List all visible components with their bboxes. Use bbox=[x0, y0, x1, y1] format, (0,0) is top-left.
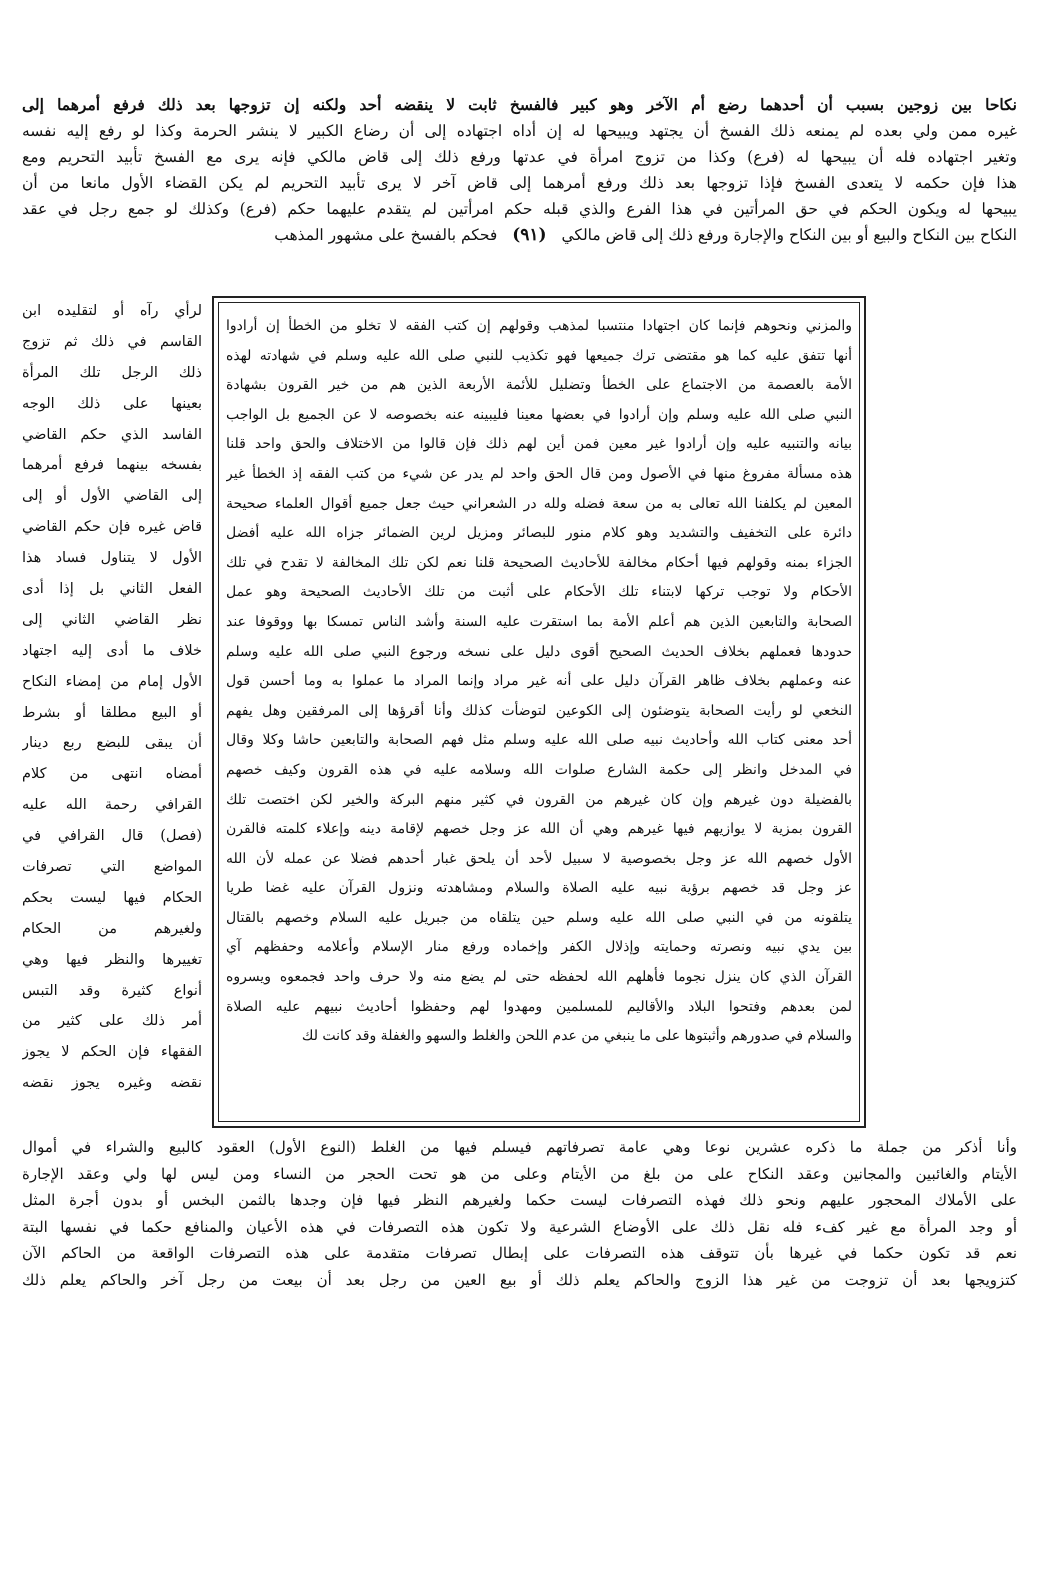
side-line: (فصل) قال القرافي في bbox=[22, 828, 202, 845]
side-line: لرأي رآه أو لتقليده ابن bbox=[22, 303, 202, 319]
top-line: وتغير اجتهاده فله أن يبيحها له (فرع) وكذا من تزوج امرأة في عدتها ورفع ذلك إلى قاض مالكي فإنه يرى مع الفسخ تأبيد التحريم ومع bbox=[22, 148, 1017, 166]
side-line: أو البيع مطلقا أو بشرط bbox=[22, 704, 202, 721]
main-line: الجزاء بمنه وقولهم فيها أحكام مخالفة للأحاديث الصحيحة قلنا نعم لكن تلك المخالفة لا تقدح في تلك bbox=[226, 554, 852, 571]
bottom-line: نعم قد تكون حكما في غيرها بأن تتوقف هذه التصرفات على إبطال تصرفات متقدمة على هذه التصرفات الواقعة من الحاكم الآن bbox=[22, 1244, 1017, 1262]
bottom-line: كتزويجها بعد أن تزوجت من غير هذا الزوج والحاكم يعلم ذلك أو بيع العين من رجل بعد أن بيعت من رجل آخر والحاكم يعلم ذلك bbox=[22, 1270, 1017, 1289]
side-line: نظر القاضي الثاني إلى bbox=[22, 611, 202, 628]
side-line: القاسم في ذلك ثم تزوج bbox=[22, 333, 202, 350]
main-line: لمن بعدهم وفتحوا البلاد والأقاليم للمسلمين ومهدوا لهم وحفظوا أحاديث نبيهم عليه الصلاة bbox=[226, 998, 852, 1015]
main-line: القرآن الذي كان ينزل نجوما فأهلهم الله لحفظه حتى لم يضع منه ولا حرف واحد فجمعوه ويسروه bbox=[226, 969, 852, 986]
main-line: دائرة على التخفيف والتشديد وهو كلام منور للبصائر ومزيل لرين الضمائر جزاه الله عليه أفضل bbox=[226, 525, 852, 542]
bottom-line: أو وجد المرأة مع غير كفء فله نقل ذلك على الأوضاع الشرعية ولا تكون هذه التصرفات في هذه الأعيان والمنافع حكما في نفسها البتة bbox=[22, 1217, 1017, 1236]
top-line: يبيحها له ويكون الحكم في حق المرأتين في هذا الفرع والذي قبله حكم امرأتين لم يتقدم عليهما حكم (فرع) وكذلك لو جمع رجل في عقد bbox=[22, 200, 1017, 218]
main-line: أحد معنى كتاب الله وأحاديث نبيه صلى الله عليه وسلم مثل فهم الصحابة والتابعين حاشا وكلا وقال bbox=[226, 732, 852, 749]
side-line: القرافي رحمة الله عليه bbox=[22, 797, 202, 814]
side-line: الأول إمام من إمضاء النكاح bbox=[22, 673, 202, 690]
top-line: نكاحا بين زوجين بسبب أن أحدهما رضع أم الآخر وهو كبير فالفسخ ثابت لا ينقضه أحد ولكنه إن تزوجها بعد ذلك فرفع أمرهما إلى bbox=[22, 95, 1017, 114]
side-line: أنواع كثيرة وقد التبس bbox=[22, 982, 202, 999]
main-line: الأول خصهم الله عز وجل بخصوصية لا سبيل لأحد أن يلحق غبار أحدهم فضلا عن عمله لأن الله bbox=[226, 850, 852, 867]
bottom-line: الأيتام والغائبين والمجانين وعقد النكاح على من بلغ من الأيتام وعلى من هو تحت الحجر من النساء ومن ليس لها ولي وعقد الإجارة bbox=[22, 1164, 1017, 1183]
side-line: الفاسد الذي حكم القاضي bbox=[22, 426, 202, 443]
main-line: المعين لم يكلفنا الله تعالى به من سعة فضله ولله در الشعراني حيث جعل جميع أقوال العلماء صحيحة bbox=[226, 495, 852, 512]
main-line: في المدخل وانظر إلى حكمة الشارع صلوات الله وسلامه عليه في هذه القرون وكيف خصهم bbox=[226, 761, 852, 778]
main-line: عنه وعملهم بخلاف ظاهر القرآن دليل على أنه غير مراد وإنما المراد ما عملوا به وما أحسن قول bbox=[226, 673, 852, 690]
main-line: يتلقونه من في النبي صلى الله عليه وسلم حين يتلقاه من جبريل عليه السلام وخصهم بالقتال bbox=[226, 909, 852, 926]
side-line: أن يبقى للبضع ربع دينار bbox=[22, 735, 202, 752]
bottom-line: على الأملاك المحجور عليهم ونحو ذلك فهذه التصرفات ليست حكما ولغيرهم النظر فيها فإن وجدها بالثمن البخس أو بدون أجرة المثل bbox=[22, 1191, 1017, 1209]
page-number: (٩١) bbox=[512, 225, 547, 245]
side-line: الأول لا يتناول فساد هذا bbox=[22, 550, 202, 567]
top-line-segment: النكاح بين النكاح والبيع أو بين النكاح والإجارة ورفع ذلك إلى قاض مالكي bbox=[561, 226, 1017, 244]
main-line: حدودها فعملهم بخلاف الحديث الصحيح أقوى دليل على نسخه ورجوع النبي صلى الله عليه وسلم bbox=[226, 643, 852, 660]
side-line: ولغيرهم من الحكام bbox=[22, 920, 202, 937]
side-line: الفقهاء فإن الحكم لا يجوز bbox=[22, 1044, 202, 1061]
side-line: قاض غيره فإن حكم القاضي bbox=[22, 519, 202, 536]
top-text-block bbox=[22, 92, 1017, 248]
main-line: الأمة بالعصمة من الاجتماع على الخطأ وتضليل للأئمة الأربعة الذين هم من خير القرون بشهادة bbox=[226, 377, 852, 394]
main-line: أنها تتفق عليه كما هو مقتضى ترك جميعها فهو تكذيب للنبي صلى الله عليه وسلم في شهادته لهذه bbox=[226, 347, 852, 364]
side-column bbox=[22, 296, 202, 1099]
main-text-block bbox=[226, 312, 852, 1052]
main-line: النخعي لو رأيت الصحابة يتوضئون إلى الكوعين لتوضأت كذلك وأنا أقرؤها إلى المرفقين وهل يفهم bbox=[226, 702, 852, 719]
top-line-segment: فحكم بالفسخ على مشهور المذهب bbox=[274, 226, 498, 244]
side-line: إلى القاضي الأول أو إلى bbox=[22, 488, 202, 505]
bottom-line: وأنا أذكر من جملة ما ذكره عشرين نوعا وهي عامة تصرفاتهم فيسلم فيها من الغلط (النوع الأول) العقود كالبيع والشراء في أموال bbox=[22, 1138, 1017, 1156]
side-line: تغييرها والنظر فيها وهي bbox=[22, 951, 202, 968]
bottom-text-block bbox=[22, 1134, 1017, 1293]
side-line: الفعل الثاني بل إذا أدى bbox=[22, 581, 202, 598]
main-line: الأحكام ولا توجب تركها لابتناء تلك الأحكام على أثبت من تلك الأحاديث الصحيحة وهو عمل bbox=[226, 584, 852, 601]
top-line-with-page-number bbox=[22, 222, 1017, 248]
main-line: النبي صلى الله عليه وسلم وإن أرادوا في بعضها معينا فليبينه عنه بخصوصه لا عن الجميع بل الواجب bbox=[226, 406, 852, 423]
main-line: عز وجل قد خصهم برؤية نبيه عليه الصلاة والسلام ومشاهدته ونزول القرآن عليه غضا طريا bbox=[226, 880, 852, 897]
main-line: الصحابة والتابعين الذين هم أعلم الأمة بما استقرت عليه السنة وأشد الناس تمسكا بها ووقوفا عند bbox=[226, 613, 852, 630]
main-line: والمزني ونحوهم فإنما كان اجتهادا منتسبا لمذهب وقولهم إن كتب الفقه لا تخلو من الخطأ إن أرادوا bbox=[226, 318, 852, 334]
main-line: بين يدي نبيه ونصرته وحمايته وإذلال الكفر وإخماده ورفع منار الإسلام وأعلامه وحفظهم آي bbox=[226, 939, 852, 956]
side-line: أمضاه انتهى من كلام bbox=[22, 766, 202, 783]
main-text-frame bbox=[212, 296, 866, 1128]
top-line: غيره ممن ولي بعده لم يمنعه ذلك الفسخ أن يجتهد ويبيحها له إن أداه اجتهاده إلى أن رضاع الكبير لا ينشر الحرمة وكذا لو رفع إليه نفسه bbox=[22, 122, 1017, 140]
side-line: ذلك الرجل تلك المرأة bbox=[22, 364, 202, 381]
main-line: بيانه والتنبيه عليه وإن أرادوا غير معين فمن أين لهم ذلك فإن قالوا من الاختلاف والحق واحد قلنا bbox=[226, 436, 852, 453]
main-line: هذه مسألة مفروغ منها في الأصول ومن قال الحق واحد لم يدر عن شيء من كتب الفقه إذ الخطأ غير bbox=[226, 465, 852, 482]
side-line: خلاف ما أدى إليه اجتهاد bbox=[22, 642, 202, 659]
side-line: المواضع التي تصرفات bbox=[22, 859, 202, 876]
main-line: والسلام في صدورهم وأثبتوها على ما ينبغي من عدم اللحن والغلط والسهو والغفلة وقد كانت لك bbox=[301, 1028, 852, 1045]
top-line: هذا فإن حكمه لا يتعدى الفسخ فإذا تزوجها بعد ذلك ورفع أمرهما إلى قاض آخر لا يرى تأبيد التحريم لم يكن القضاء الأول مانعا من أن bbox=[22, 174, 1017, 192]
side-line: أمر ذلك على كثير من bbox=[22, 1013, 202, 1030]
main-line: بالفضيلة دون غيرهم وإن كان غيرهم من القرون في كثير منهم البركة والخير لكن اختصت تلك bbox=[226, 791, 852, 808]
side-line: بعينها على ذلك الوجه bbox=[22, 395, 202, 412]
main-line: القرون بمزية لا يوازيهم فيها غيرهم وهي أن الله عز وجل خصهم لإقامة دينه وإعلاء كلمته فالقرن bbox=[226, 821, 852, 838]
side-line: الحكام فيها ليست بحكم bbox=[22, 889, 202, 906]
side-line: بفسخه بينهما فرفع أمرهما bbox=[22, 457, 202, 474]
side-line: نقضه وغيره يجوز نقضه bbox=[22, 1075, 202, 1092]
